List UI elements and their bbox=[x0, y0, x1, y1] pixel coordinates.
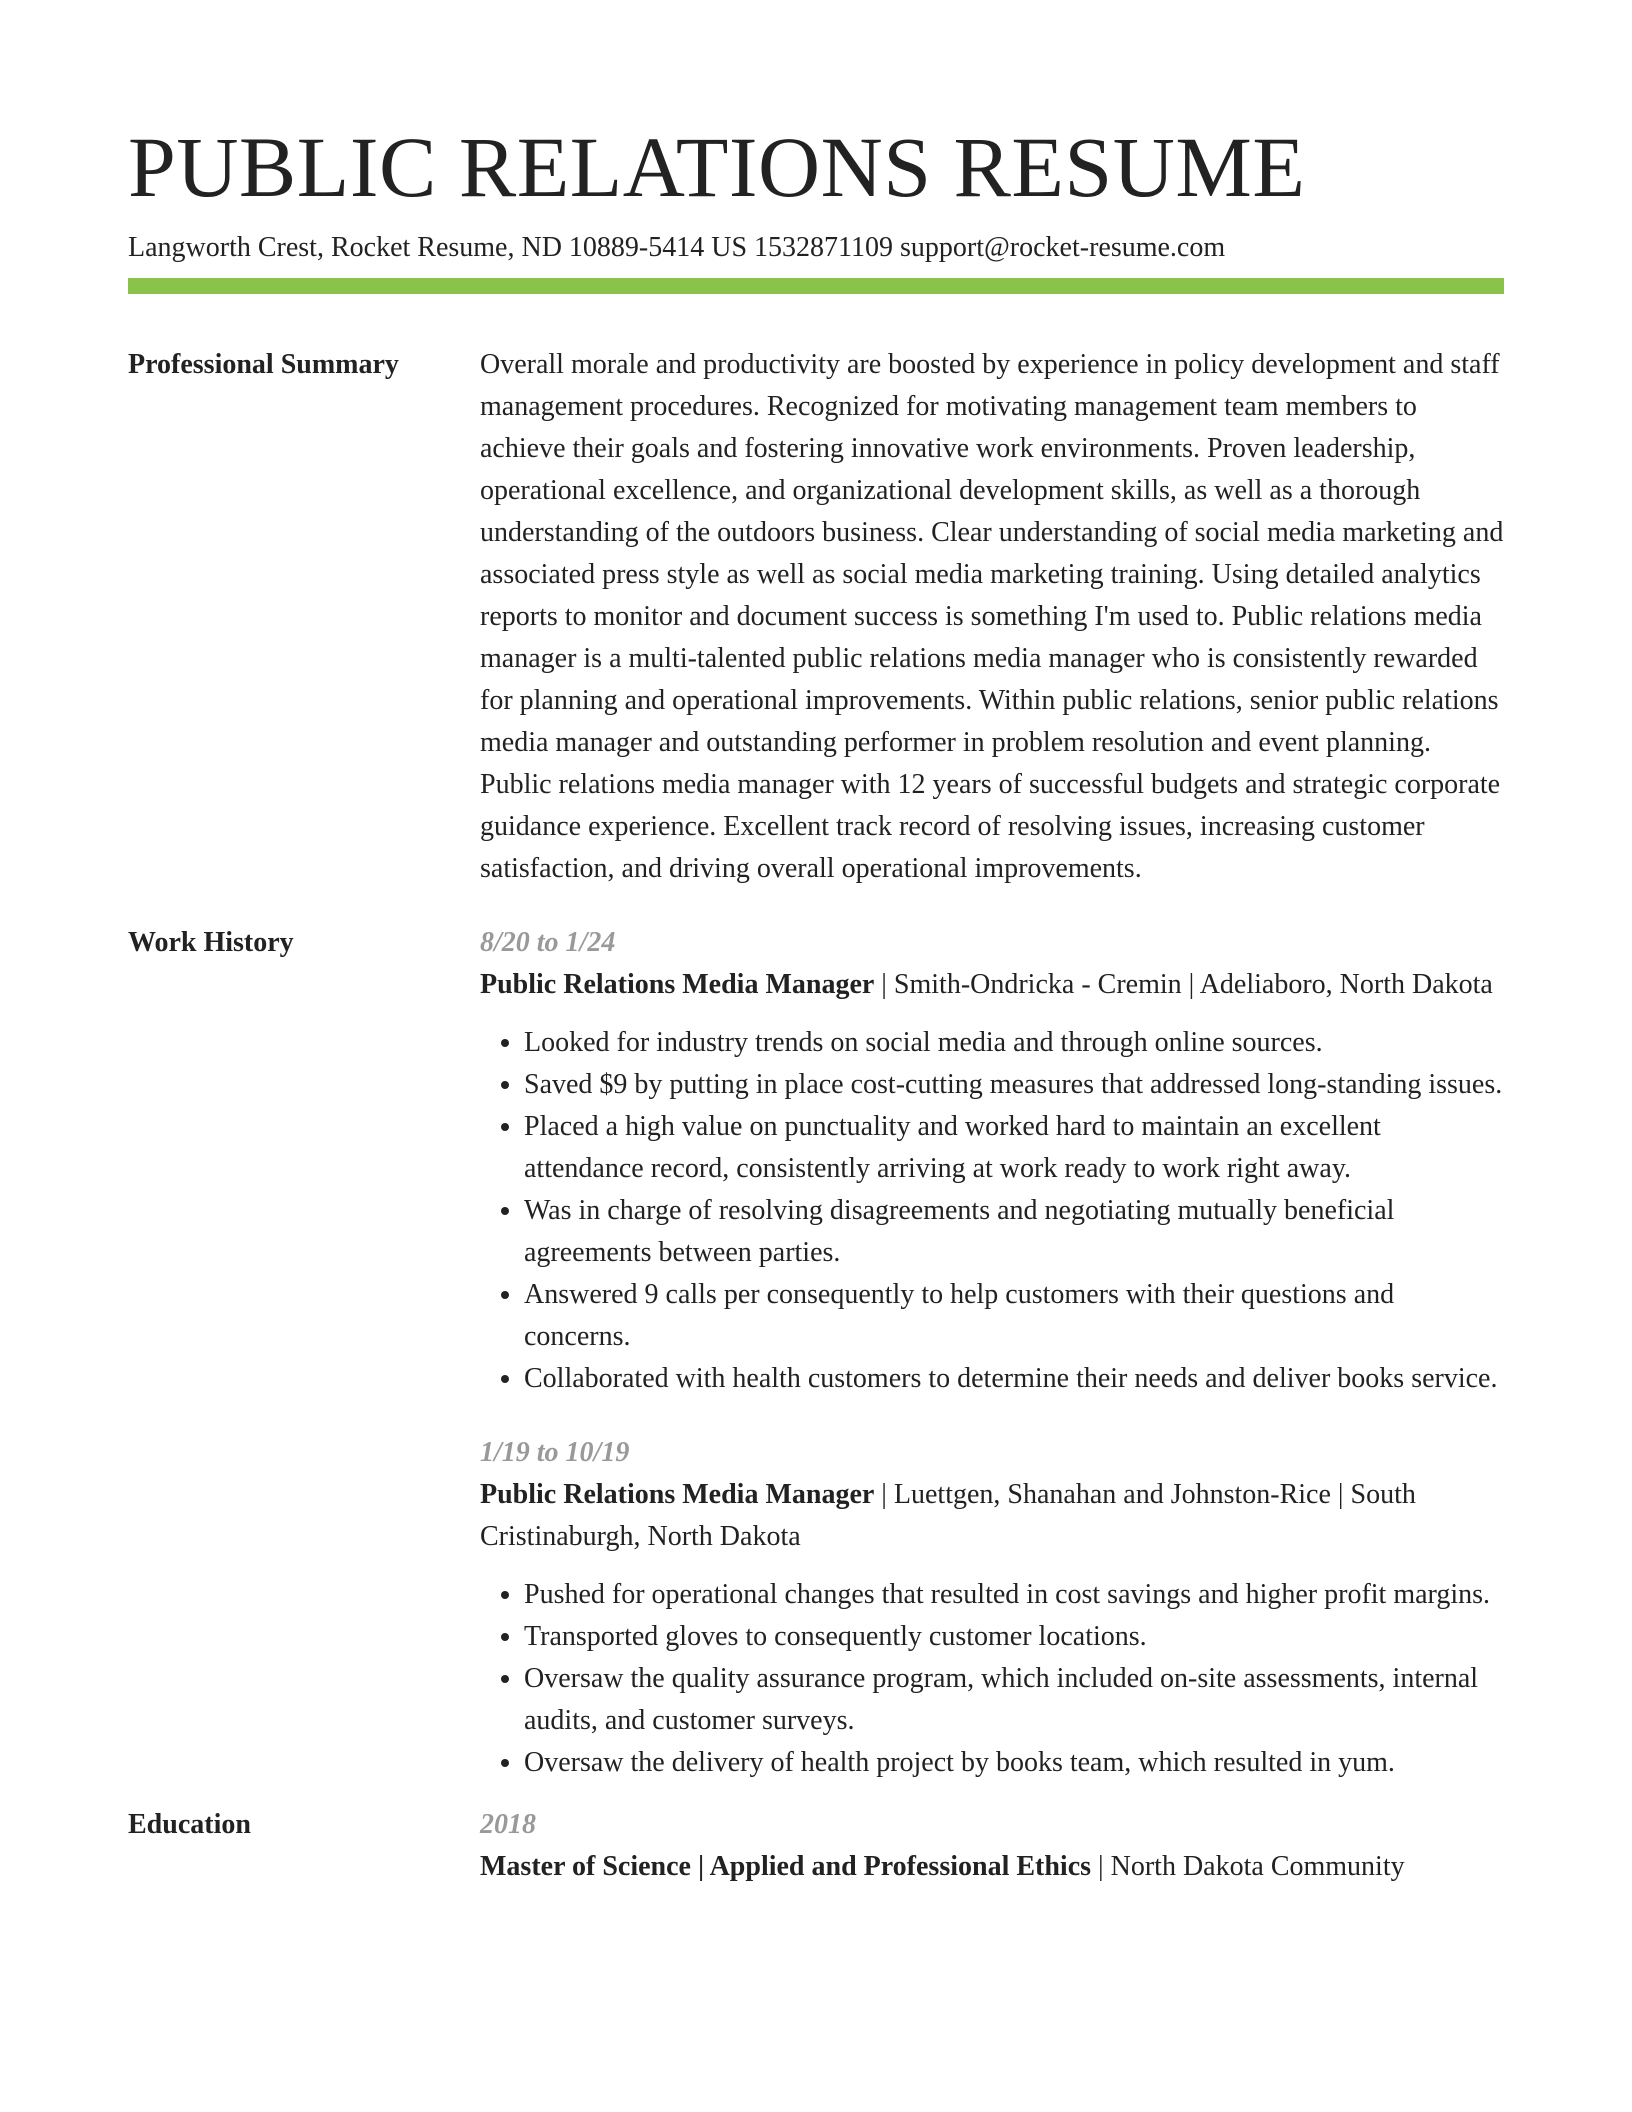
job-bullets bbox=[480, 1022, 1504, 1400]
resume-title: PUBLIC RELATIONS RESUME bbox=[128, 119, 1306, 215]
bullet-item: • Pushed for operational changes that resulted in cost savings and higher profit margins. bbox=[524, 1574, 1504, 1616]
job-title: Public Relations Media Manager bbox=[480, 1479, 875, 1511]
work-history-heading: Work History bbox=[128, 927, 294, 959]
bullet-item: • Answered 9 calls per consequently to help customers with their questions and concerns. bbox=[524, 1274, 1504, 1358]
bullet-item: • Looked for industry trends on social media and through online sources. bbox=[524, 1022, 1504, 1064]
education-section bbox=[128, 1804, 1504, 1888]
education-entry bbox=[480, 1846, 1504, 1888]
summary-heading: Professional Summary bbox=[128, 349, 399, 381]
job-bullets bbox=[480, 1574, 1504, 1784]
work-history-section bbox=[128, 922, 1504, 1784]
job-entry bbox=[480, 922, 1504, 1400]
bullet-item: • Was in charge of resolving disagreements and negotiating mutually beneficial agreements between parties. bbox=[524, 1190, 1504, 1274]
bullet-item: • Transported gloves to consequently customer locations. bbox=[524, 1616, 1504, 1658]
accent-divider bbox=[128, 278, 1504, 294]
job-header bbox=[480, 1474, 1504, 1558]
job-company-location: | Smith-Ondricka - Cremin | Adeliaboro, North Dakota bbox=[874, 969, 1493, 1001]
degree-title: Master of Science | Applied and Professional Ethics bbox=[480, 1851, 1092, 1883]
school-name: | North Dakota Community bbox=[1091, 1851, 1405, 1883]
job-dates: 1/19 to 10/19 bbox=[480, 1437, 630, 1469]
job-entry bbox=[480, 1432, 1504, 1784]
bullet-item: • Saved $9 by putting in place cost-cutting measures that addressed long-standing issues. bbox=[524, 1064, 1504, 1106]
job-title: Public Relations Media Manager bbox=[480, 969, 875, 1001]
job-company-location: | Luettgen, Shanahan and Johnston-Rice | South Cristinaburgh, North Dakota bbox=[480, 1479, 1416, 1553]
bullet-item: • Oversaw the quality assurance program, which included on-site assessments, internal audits, and customer surveys. bbox=[524, 1658, 1504, 1742]
education-body bbox=[480, 1804, 1504, 1888]
bullet-item: • Oversaw the delivery of health project by books team, which resulted in yum. bbox=[524, 1742, 1504, 1784]
job-dates: 8/20 to 1/24 bbox=[480, 927, 616, 959]
job-header bbox=[480, 964, 1504, 1006]
work-history-body bbox=[480, 922, 1504, 1784]
education-year: 2018 bbox=[480, 1809, 536, 1841]
contact-line: Langworth Crest, Rocket Resume, ND 10889-5414 US 1532871109 support@rocket-resume.com bbox=[128, 232, 1226, 264]
education-heading: Education bbox=[128, 1809, 251, 1841]
summary-text: Overall morale and productivity are boosted by experience in policy development and staff management procedures. Recognized for motivating management team members to achieve their goals and fostering innovative work environments. Proven leadership, operational excellence, and organizational development skills, as well as a thorough understanding of the outdoors business. Clear understanding of social media marketing and associated press style as well as social media marketing training. Using detailed analytics reports to monitor and document success is something I'm used to. Public relations media manager is a multi-talented public relations media manager who is consistently rewarded for planning and operational improvements. Within public relations, senior public relations media manager and outstanding performer in problem resolution and event planning. Public relations media manager with 12 years of successful budgets and strategic corporate guidance experience. Excellent track record of resolving issues, increasing customer satisfaction, and driving overall operational improvements. bbox=[480, 349, 1504, 885]
summary-section bbox=[128, 344, 1504, 890]
bullet-item: • Collaborated with health customers to determine their needs and deliver books service. bbox=[524, 1358, 1504, 1400]
bullet-item: • Placed a high value on punctuality and worked hard to maintain an excellent attendance record, consistently arriving at work ready to work right away. bbox=[524, 1106, 1504, 1190]
